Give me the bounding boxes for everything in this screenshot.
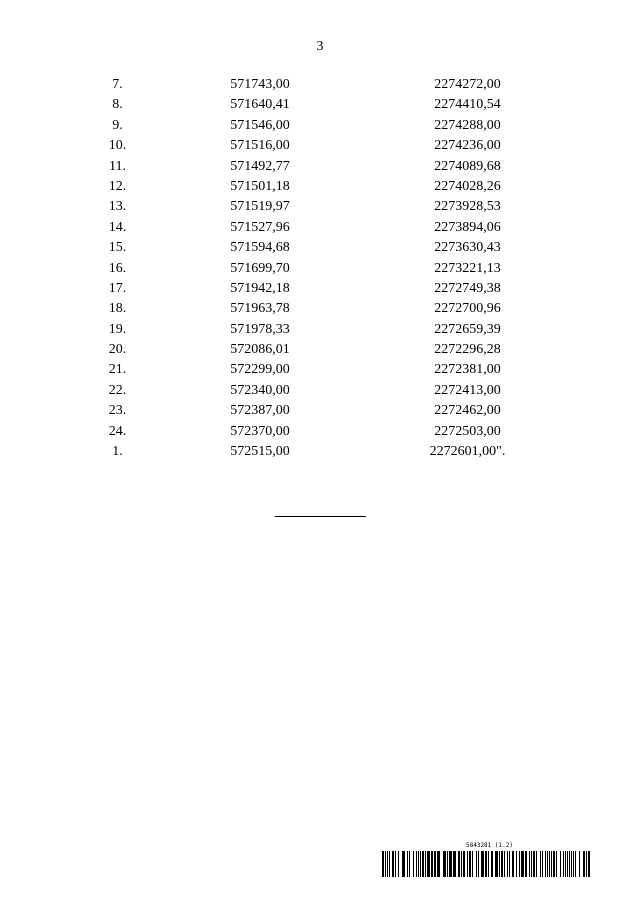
table-row — [0, 177, 640, 197]
point-number: 17. — [108, 280, 127, 296]
table-row — [0, 360, 640, 380]
y-coordinate: 2272296,28 — [434, 342, 501, 358]
point-number: 10. — [108, 138, 127, 154]
x-coordinate: 572340,00 — [230, 382, 290, 398]
barcode-caption: 5843281 (1.2) — [466, 842, 513, 849]
x-coordinate: 571527,96 — [230, 219, 290, 235]
table-row — [0, 197, 640, 217]
point-number: 15. — [108, 240, 127, 256]
x-coordinate: 571942,18 — [230, 280, 290, 296]
end-divider — [275, 516, 366, 517]
x-coordinate: 572370,00 — [230, 423, 290, 439]
table-row — [0, 340, 640, 360]
y-coordinate: 2272381,00 — [434, 362, 501, 378]
point-number: 19. — [108, 321, 127, 337]
point-number: 13. — [108, 199, 127, 215]
x-coordinate: 572299,00 — [230, 362, 290, 378]
y-coordinate: 2272601,00". — [429, 444, 506, 460]
table-row — [0, 116, 640, 136]
point-number: 14. — [108, 219, 127, 235]
y-coordinate: 2274236,00 — [434, 138, 501, 154]
point-number: 1. — [112, 444, 123, 460]
y-coordinate: 2274288,00 — [434, 117, 501, 133]
table-row — [0, 238, 640, 258]
table-row — [0, 136, 640, 156]
x-coordinate: 572387,00 — [230, 403, 290, 419]
point-number: 20. — [108, 342, 127, 358]
y-coordinate: 2274028,26 — [434, 178, 501, 194]
coordinates-table — [0, 75, 640, 462]
barcode — [382, 842, 590, 878]
x-coordinate: 571743,00 — [230, 77, 290, 92]
table-row — [0, 320, 640, 340]
point-number: 18. — [108, 301, 127, 317]
point-number: 8. — [112, 97, 123, 113]
y-coordinate: 2273221,13 — [434, 260, 501, 276]
point-number: 23. — [108, 403, 127, 419]
x-coordinate: 571640,41 — [230, 97, 290, 113]
table-row — [0, 279, 640, 299]
y-coordinate: 2272749,38 — [434, 280, 501, 296]
x-coordinate: 572515,00 — [230, 444, 290, 460]
y-coordinate: 2274410,54 — [434, 97, 501, 113]
point-number: 9. — [112, 117, 123, 133]
point-number: 22. — [108, 382, 127, 398]
table-row — [0, 218, 640, 238]
y-coordinate: 2273630,43 — [434, 240, 501, 256]
table-row — [0, 381, 640, 401]
x-coordinate: 571699,70 — [230, 260, 290, 276]
point-number: 7. — [112, 77, 123, 92]
point-number: 11. — [109, 158, 126, 174]
table-row — [0, 422, 640, 442]
x-coordinate: 572086,01 — [230, 342, 290, 358]
x-coordinate: 571501,18 — [230, 178, 290, 194]
table-row — [0, 299, 640, 319]
point-number: 24. — [108, 423, 127, 439]
page-number: 3 — [316, 39, 324, 54]
table-row — [0, 95, 640, 115]
y-coordinate: 2272462,00 — [434, 403, 501, 419]
table-row — [0, 157, 640, 177]
x-coordinate: 571516,00 — [230, 138, 290, 154]
y-coordinate: 2274089,68 — [434, 158, 501, 174]
point-number: 16. — [108, 260, 127, 276]
barcode-icon — [382, 851, 590, 877]
x-coordinate: 571594,68 — [230, 240, 290, 256]
y-coordinate: 2272413,00 — [434, 382, 501, 398]
point-number: 12. — [108, 178, 127, 194]
table-row — [0, 259, 640, 279]
x-coordinate: 571963,78 — [230, 301, 290, 317]
point-number: 21. — [108, 362, 127, 378]
y-coordinate: 2274272,00 — [434, 77, 501, 92]
y-coordinate: 2272700,96 — [434, 301, 501, 317]
y-coordinate: 2273894,06 — [434, 219, 501, 235]
y-coordinate: 2272659,39 — [434, 321, 501, 337]
x-coordinate: 571492,77 — [230, 158, 290, 174]
table-row — [0, 401, 640, 421]
x-coordinate: 571546,00 — [230, 117, 290, 133]
x-coordinate: 571519,97 — [230, 199, 290, 215]
table-row — [0, 75, 640, 95]
x-coordinate: 571978,33 — [230, 321, 290, 337]
table-row — [0, 442, 640, 462]
y-coordinate: 2273928,53 — [434, 199, 501, 215]
y-coordinate: 2272503,00 — [434, 423, 501, 439]
